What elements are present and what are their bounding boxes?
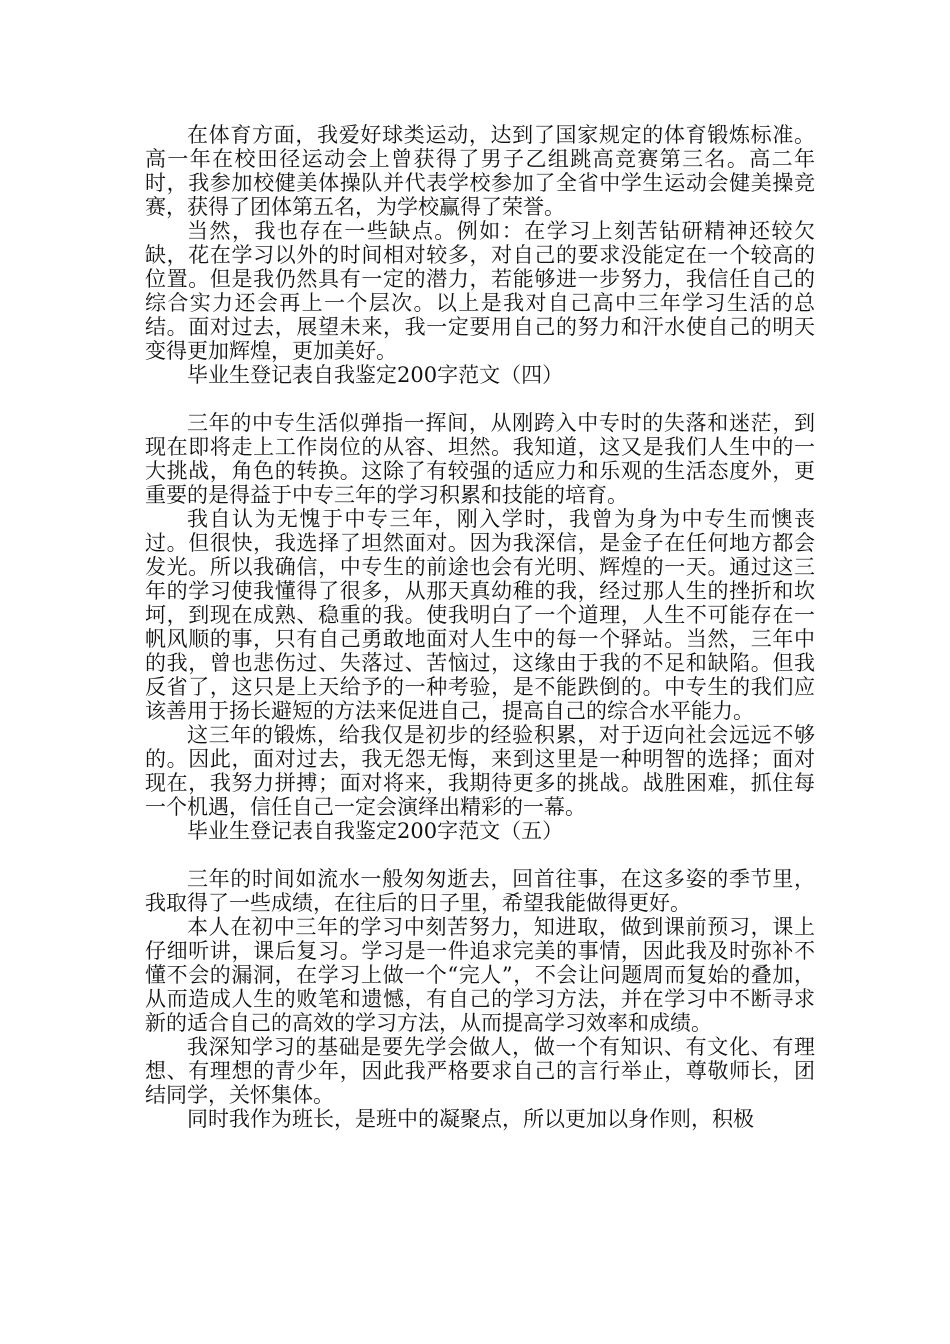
spacer	[145, 843, 815, 867]
paragraph-5-2: 本人在初中三年的学习中刻苦努力，知进取，做到课前预习，课上仔细听讲，课后复习。学习是一件追求完美的事情，因此我及时弥补不懂不会的漏洞，在学习上做一个“完人”，不会让问题周而复始的叠加，从而造成人生的败笔和遗憾，有自己的学习方法，并在学习中不断寻求新的适合自己的高效的学习方法，从而提高学习效率和成绩。	[145, 915, 815, 1035]
heading-sample-4: 毕业生登记表自我鉴定200字范文（四）	[187, 363, 564, 387]
paragraph-shortcomings: 当然，我也存在一些缺点。例如：在学习上刻苦钻研精神还较欠缺，花在学习以外的时间相对较多，对自己的要求没能定在一个较高的位置。但是我仍然具有一定的潜力，若能够进一步努力，我信任自己的综合实力还会再上一个层次。以上是我对自己高中三年学习生活的总结。面对过去，展望未来，我一定要用自己的努力和汗水使自己的明天变得更加辉煌，更加美好。	[145, 219, 815, 363]
paragraph-5-3: 我深知学习的基础是要先学会做人，做一个有知识、有文化、有理想、有理想的青少年，因此我严格要求自己的言行举止，尊敬师长，团结同学，关怀集体。	[145, 1035, 815, 1107]
heading-sample-5: 毕业生登记表自我鉴定200字范文（五）	[187, 819, 564, 843]
paragraph-5-4: 同时我作为班长，是班中的凝聚点，所以更加以身作则，积极	[187, 1107, 754, 1131]
document-body	[145, 123, 815, 1131]
paragraph-4-1: 三年的中专生活似弹指一挥间，从刚跨入中专时的失落和迷茫，到现在即将走上工作岗位的从容、坦然。我知道，这又是我们人生中的一大挑战，角色的转换。这除了有较强的适应力和乐观的生活态度外，更重要的是得益于中专三年的学习积累和技能的培育。	[145, 411, 815, 507]
paragraph-5-1: 三年的时间如流水一般匆匆逝去，回首往事，在这多姿的季节里，我取得了一些成绩，在往后的日子里，希望我能做得更好。	[145, 867, 815, 915]
paragraph-sports: 在体育方面，我爱好球类运动，达到了国家规定的体育锻炼标准。高一年在校田径运动会上曾获得了男子乙组跳高竞赛第三名。高二年时，我参加校健美体操队并代表学校参加了全省中学生运动会健美操竞赛，获得了团体第五名，为学校赢得了荣誉。	[145, 123, 815, 219]
paragraph-4-2: 我自认为无愧于中专三年，刚入学时，我曾为身为中专生而懊丧过。但很快，我选择了坦然面对。因为我深信，是金子在任何地方都会发光。所以我确信，中专生的前途也会有光明、辉煌的一天。通过这三年的学习使我懂得了很多，从那天真幼稚的我，经过那人生的挫折和坎坷，到现在成熟、稳重的我。使我明白了一个道理，人生不可能存在一帆风顺的事，只有自己勇敢地面对人生中的每一个驿站。当然，三年中的我，曾也悲伤过、失落过、苦恼过，这缘由于我的不足和缺陷。但我反省了，这只是上天给予的一种考验，是不能跌倒的。中专生的我们应该善用于扬长避短的方法来促进自己，提高自己的综合水平能力。	[145, 507, 815, 723]
paragraph-4-3: 这三年的锻炼，给我仅是初步的经验积累，对于迈向社会远远不够的。因此，面对过去，我无怨无悔，来到这里是一种明智的选择；面对现在，我努力拼搏；面对将来，我期待更多的挑战。战胜困难，抓住每一个机遇，信任自己一定会演绎出精彩的一幕。	[145, 723, 815, 819]
spacer	[145, 387, 815, 411]
